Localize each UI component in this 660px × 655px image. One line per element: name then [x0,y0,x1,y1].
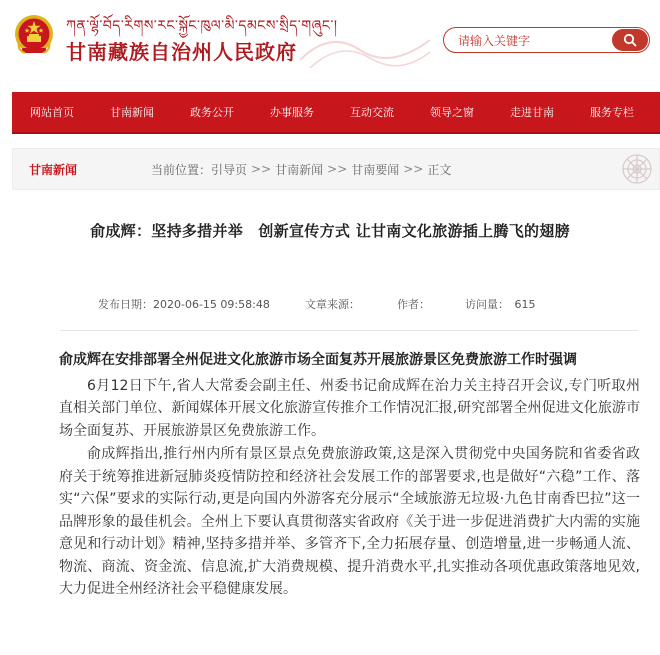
nav-item-services[interactable]: 办事服务 [270,106,314,119]
article-source: 文章来源： [305,298,360,311]
nav-item-gannan-news[interactable]: 甘南新闻 [110,106,154,119]
ornament-icon [615,145,655,193]
site-title[interactable]: 甘南藏族自治州人民政府 [66,40,297,64]
article-author: 作者： [397,298,430,311]
search-box [443,27,650,53]
breadcrumb-bar [12,148,660,190]
breadcrumb-separator: >> [327,162,348,176]
breadcrumb-separator: >> [403,162,424,176]
section-label[interactable]: 甘南新闻 [13,149,123,189]
header-band [0,70,660,92]
article-paragraph: 俞成辉指出,推行州内所有景区景点免费旅游政策,这是深入贯彻党中央国务院和省委省政府关于统筹推进新冠肺炎疫情防控和经济社会发展工作的部署要求,也是做好“六稳”工作、落实“六保”要求的实际行动,更是向国内外游客充分展示“全域旅游无垃圾·九色甘南香巴拉”这一品牌形象的最佳机会。全州上下要认真贯彻落实省政府《关于进一步促进消费扩大内需的实施意见和行动计划》精神,坚持多措并举、多管齐下,全力拓展存量、创造增量,进一步畅通人流、物流、商流、资金流、信息流,扩大消费规模、提升消费水平,扎实推动各项优惠政策落地见效,大力促进全州经济社会平稳健康发展。 [59,446,640,597]
view-count: 访问量： 615 [465,298,536,311]
article-lead: 俞成辉在安排部署全州促进文化旅游市场全面复苏开展旅游景区免费旅游工作时强调 [59,352,577,368]
article-meta [98,296,536,312]
search-icon [623,33,637,47]
nav-item-about-gannan[interactable]: 走进甘南 [510,106,554,119]
site-header [0,0,660,70]
article-body [59,349,640,602]
main-nav [12,92,660,134]
publish-date: 发布日期：2020-06-15 09:58:48 [98,298,270,311]
national-emblem-icon[interactable] [13,12,55,58]
breadcrumb-link-gannan-headlines[interactable]: 甘南要闻 [351,162,400,177]
header-decoration [300,0,430,70]
breadcrumb-link-gannan-news[interactable]: 甘南新闻 [275,162,324,177]
nav-item-special-column[interactable]: 服务专栏 [590,106,634,119]
breadcrumb [151,149,451,189]
nav-item-government-affairs[interactable]: 政务公开 [190,106,234,119]
tibetan-site-title: ཀན་ལྷོ་བོད་རིགས་རང་སྐྱོང་ཁུལ་མི་དམངས་སྲིད་གཞུང་། [66,18,338,34]
nav-item-interaction[interactable]: 互动交流 [350,106,394,119]
breadcrumb-prefix: 当前位置： [151,162,212,177]
article-paragraph: 6月12日下午,省人大常委会副主任、州委书记俞成辉在治力关主持召开会议,专门听取州直相关部门单位、新闻媒体开展文化旅游宣传推介工作情况汇报,研究部署全州促进文化旅游市场全面复苏、开展旅游景区免费旅游工作。 [59,377,640,439]
breadcrumb-separator: >> [251,162,272,176]
nav-item-home[interactable]: 网站首页 [30,106,74,119]
search-button[interactable] [612,29,648,51]
divider [60,330,638,331]
search-input[interactable] [458,32,608,50]
nav-item-leaders[interactable]: 领导之窗 [430,106,474,119]
breadcrumb-current: 正文 [427,162,452,177]
breadcrumb-link-guide[interactable]: 引导页 [211,162,248,177]
article-title: 俞成辉：坚持多措并举 创新宣传方式 让甘南文化旅游插上腾飞的翅膀 [90,222,570,240]
